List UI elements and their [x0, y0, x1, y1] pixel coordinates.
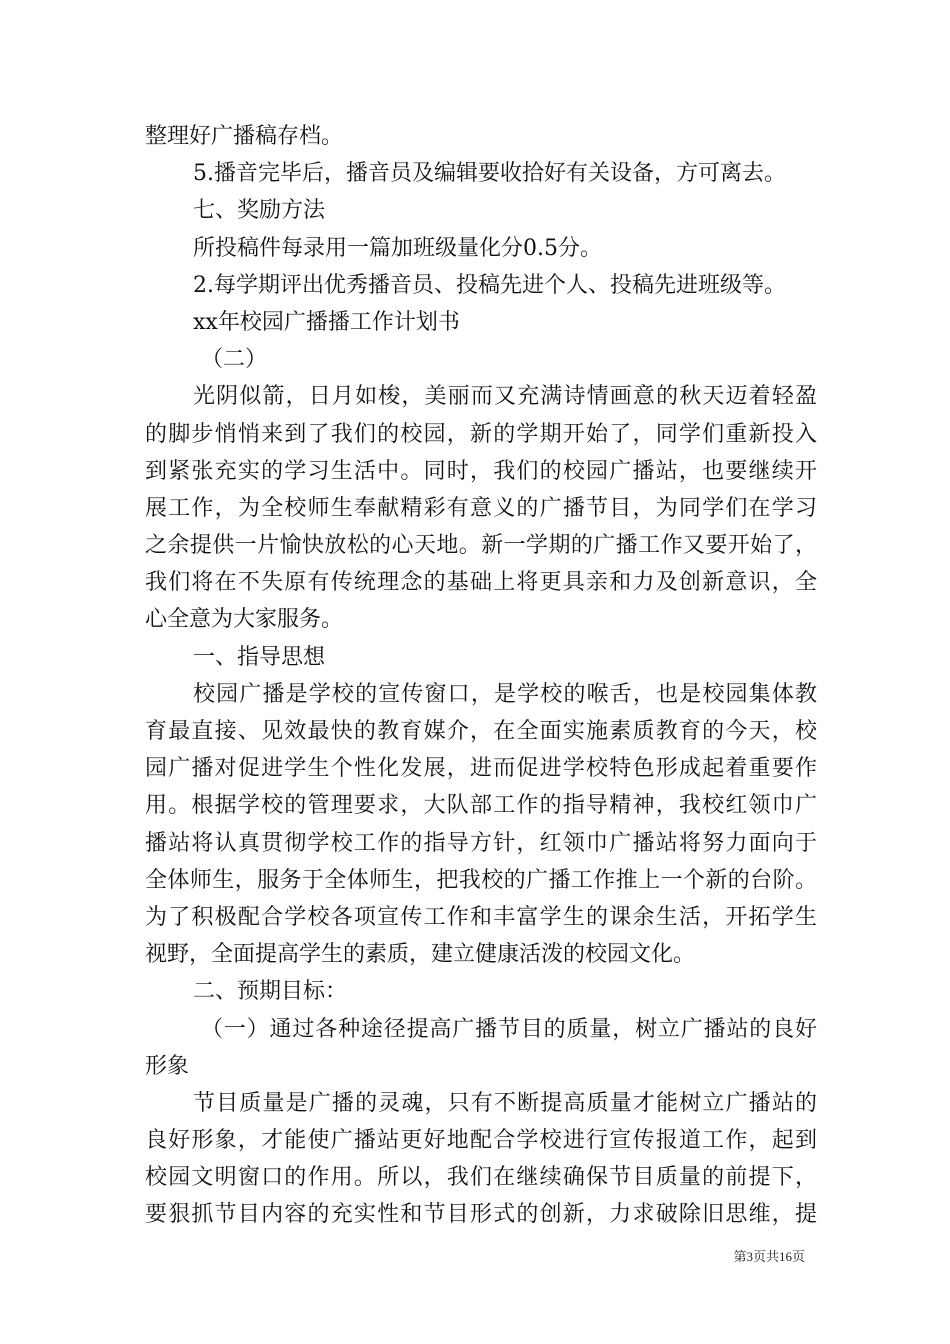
text-line: 心全意为大家服务。	[145, 607, 344, 633]
text-line: （二）	[201, 347, 268, 373]
footer-suffix: 页	[791, 1250, 805, 1265]
page-footer	[733, 1247, 805, 1268]
text-line: 光阴似箭，日月如梭，美丽而又充满诗情画意的秋天迈着轻盈	[193, 384, 817, 410]
text-line: 形象	[145, 1053, 190, 1079]
text-line: 所投稿件每录用一篇加班级量化分0.5分。	[193, 235, 602, 261]
text-line: （一）通过各种途径提高广播节目的质量，树立广播站的良好	[201, 1016, 817, 1042]
text-line: 要狠抓节目内容的充实性和节目形式的创新，力求破除旧思维，提	[145, 1202, 817, 1228]
footer-current-page: 3	[746, 1249, 753, 1264]
footer-total-pages: 16	[778, 1249, 792, 1264]
text-line: 之余提供一片愉快放松的心天地。新一学期的广播工作又要开始了，	[145, 533, 817, 559]
footer-prefix: 第	[733, 1250, 747, 1265]
text-line: 整理好广播稿存档。	[145, 124, 344, 149]
text-line: 一、指导思想	[193, 644, 326, 670]
text-line: 到紧张充实的学习生活中。同时，我们的校园广播站，也要继续开	[145, 458, 817, 484]
text-line: 播站将认真贯彻学校工作的指导方针，红领巾广播站将努力面向于	[145, 830, 817, 856]
text-line: 校园广播是学校的宣传窗口，是学校的喉舌，也是校园集体教	[193, 681, 817, 707]
text-line: 七、奖励方法	[193, 198, 326, 224]
text-line: 5.播音完毕后，播音员及编辑要收拾好有关设备，方可离去。	[193, 161, 786, 187]
text-line: 用。根据学校的管理要求，大队部工作的指导精神，我校红领巾广	[145, 793, 817, 819]
document-body	[145, 118, 817, 1234]
text-line: 节目质量是广播的灵魂，只有不断提高质量才能树立广播站的	[193, 1090, 817, 1116]
text-line: 展工作，为全校师生奉献精彩有意义的广播节目，为同学们在学习	[145, 495, 817, 521]
text-line: 园广播对促进学生个性化发展，进而促进学校特色形成起着重要作	[145, 756, 817, 782]
footer-middle: 页共	[752, 1250, 779, 1265]
text-line: 全体师生，服务于全体师生，把我校的广播工作推上一个新的台阶。	[145, 867, 817, 893]
text-line: 的脚步悄悄来到了我们的校园，新的学期开始了，同学们重新投入	[145, 421, 817, 447]
text-line: 我们将在不失原有传统理念的基础上将更具亲和力及创新意识，全	[145, 570, 817, 596]
text-line: 育最直接、见效最快的教育媒介，在全面实施素质教育的今天，校	[145, 719, 817, 744]
text-line: 良好形象，才能使广播站更好地配合学校进行宣传报道工作，起到	[145, 1128, 817, 1154]
text-line: 二、预期目标：	[193, 979, 348, 1005]
text-line: xx年校园广播播工作计划书	[193, 309, 460, 335]
text-line: 为了积极配合学校各项宣传工作和丰富学生的课余生活，开拓学生	[145, 904, 817, 930]
text-line: 视野，全面提高学生的素质，建立健康活泼的校园文化。	[145, 942, 696, 968]
text-line: 校园文明窗口的作用。所以，我们在继续确保节目质量的前提下，	[145, 1165, 817, 1191]
text-line: 2.每学期评出优秀播音员、投稿先进个人、投稿先进班级等。	[193, 272, 786, 298]
